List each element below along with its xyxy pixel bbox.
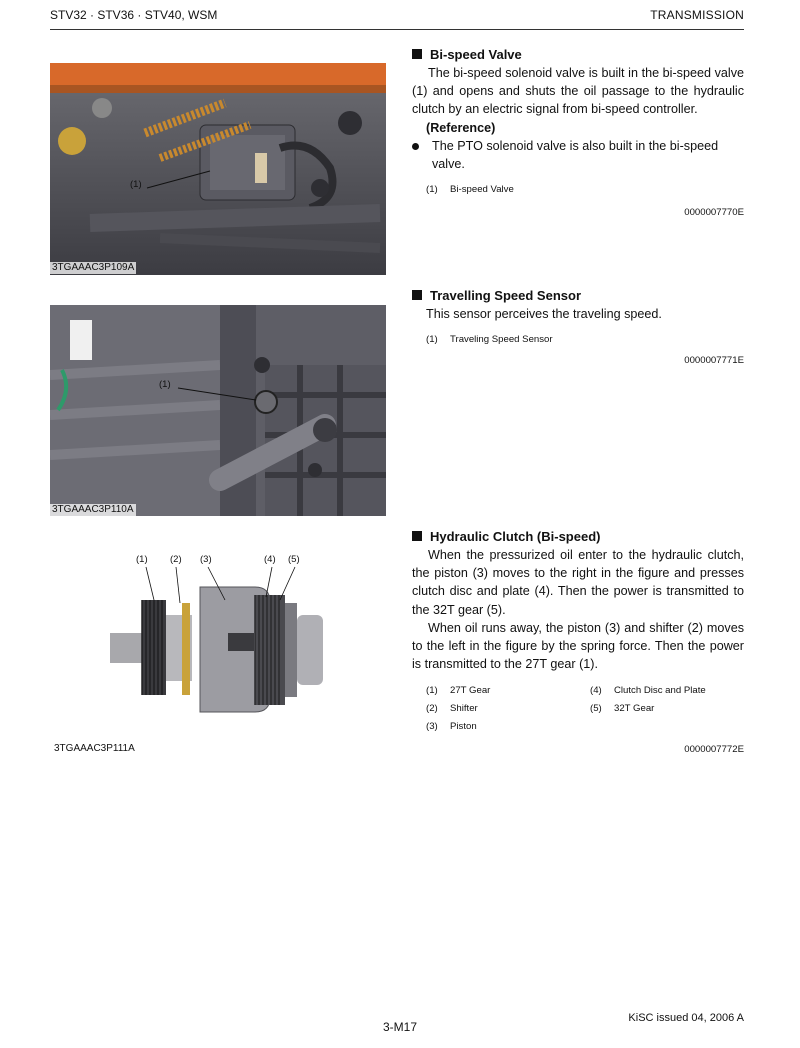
header-chapter: TRANSMISSION <box>650 8 744 22</box>
figure-id: 3TGAAAC3P111A <box>54 743 135 754</box>
document-code: 0000007770E <box>684 207 744 219</box>
legend-left <box>426 682 490 736</box>
callout-3: (3) <box>200 554 212 565</box>
square-bullet-icon <box>412 49 422 59</box>
document-code: 0000007772E <box>684 744 744 755</box>
callout-1: (1) <box>159 379 171 390</box>
page-number: 3-M17 <box>382 1020 417 1034</box>
reference-bullet: The PTO solenoid valve is also built in the bi-speed valve. <box>412 137 744 173</box>
callout-4: (4) <box>264 554 276 565</box>
legend-item: (4) Clutch Disc and Plate <box>590 685 706 696</box>
photo-hydraulic-clutch <box>50 545 386 758</box>
legend-right <box>590 682 706 718</box>
callout-1: (1) <box>130 179 142 190</box>
photo-speed-sensor <box>50 305 386 516</box>
section-bispeed-valve <box>412 46 744 218</box>
callout-1: (1) <box>136 554 148 565</box>
legend-item: (5) 32T Gear <box>590 703 655 714</box>
square-bullet-icon <box>412 290 422 300</box>
section-body: This sensor perceives the traveling speed. <box>426 307 662 321</box>
section-hydraulic-clutch <box>412 528 744 673</box>
legend-item: (2) Shifter <box>426 703 478 714</box>
callout-5: (5) <box>288 554 300 565</box>
square-bullet-icon <box>412 531 422 541</box>
callout-2: (2) <box>170 554 182 565</box>
legend-item: (1) 27T Gear <box>426 685 491 696</box>
header-rule <box>50 29 744 30</box>
section-body: The bi-speed solenoid valve is built in the bi-speed valve (1) and opens and shuts the oil passage to the hydraulic clutch by an electric signal from bi-speed controller. <box>412 66 744 117</box>
reference-title: (Reference) <box>426 120 496 135</box>
section-speed-sensor <box>412 287 744 366</box>
issue-note: KiSC issued 04, 2006 A <box>628 1012 744 1024</box>
section-title: Hydraulic Clutch (Bi-speed) <box>430 529 601 544</box>
section-para-2: When oil runs away, the piston (3) and shifter (2) moves to the left in the figure by the spring force. Then the power is transmitted to the 27T gear (1). <box>412 620 744 672</box>
document-code: 0000007771E <box>684 355 744 367</box>
section-title: Travelling Speed Sensor <box>430 288 581 303</box>
figure-id: 3TGAAAC3P110A <box>52 504 134 515</box>
header-model: STV32 · STV36 · STV40, WSM <box>50 8 218 22</box>
section-para-1: When the pressurized oil enter to the hydraulic clutch, the piston (3) moves to the right in the figure and presses clutch disc and plate (4). Then the power is transmitted to the 32T gear (5). <box>412 548 744 617</box>
legend-item: (3) Piston <box>426 721 477 732</box>
photo-bispeed-valve <box>50 63 386 275</box>
legend-item: (1) Bi-speed Valve <box>426 184 514 196</box>
figure-id: 3TGAAAC3P109A <box>52 262 135 273</box>
bullet-dot-icon <box>412 143 419 150</box>
section-title: Bi-speed Valve <box>430 47 522 62</box>
legend-item: (1) Traveling Speed Sensor <box>426 334 553 346</box>
